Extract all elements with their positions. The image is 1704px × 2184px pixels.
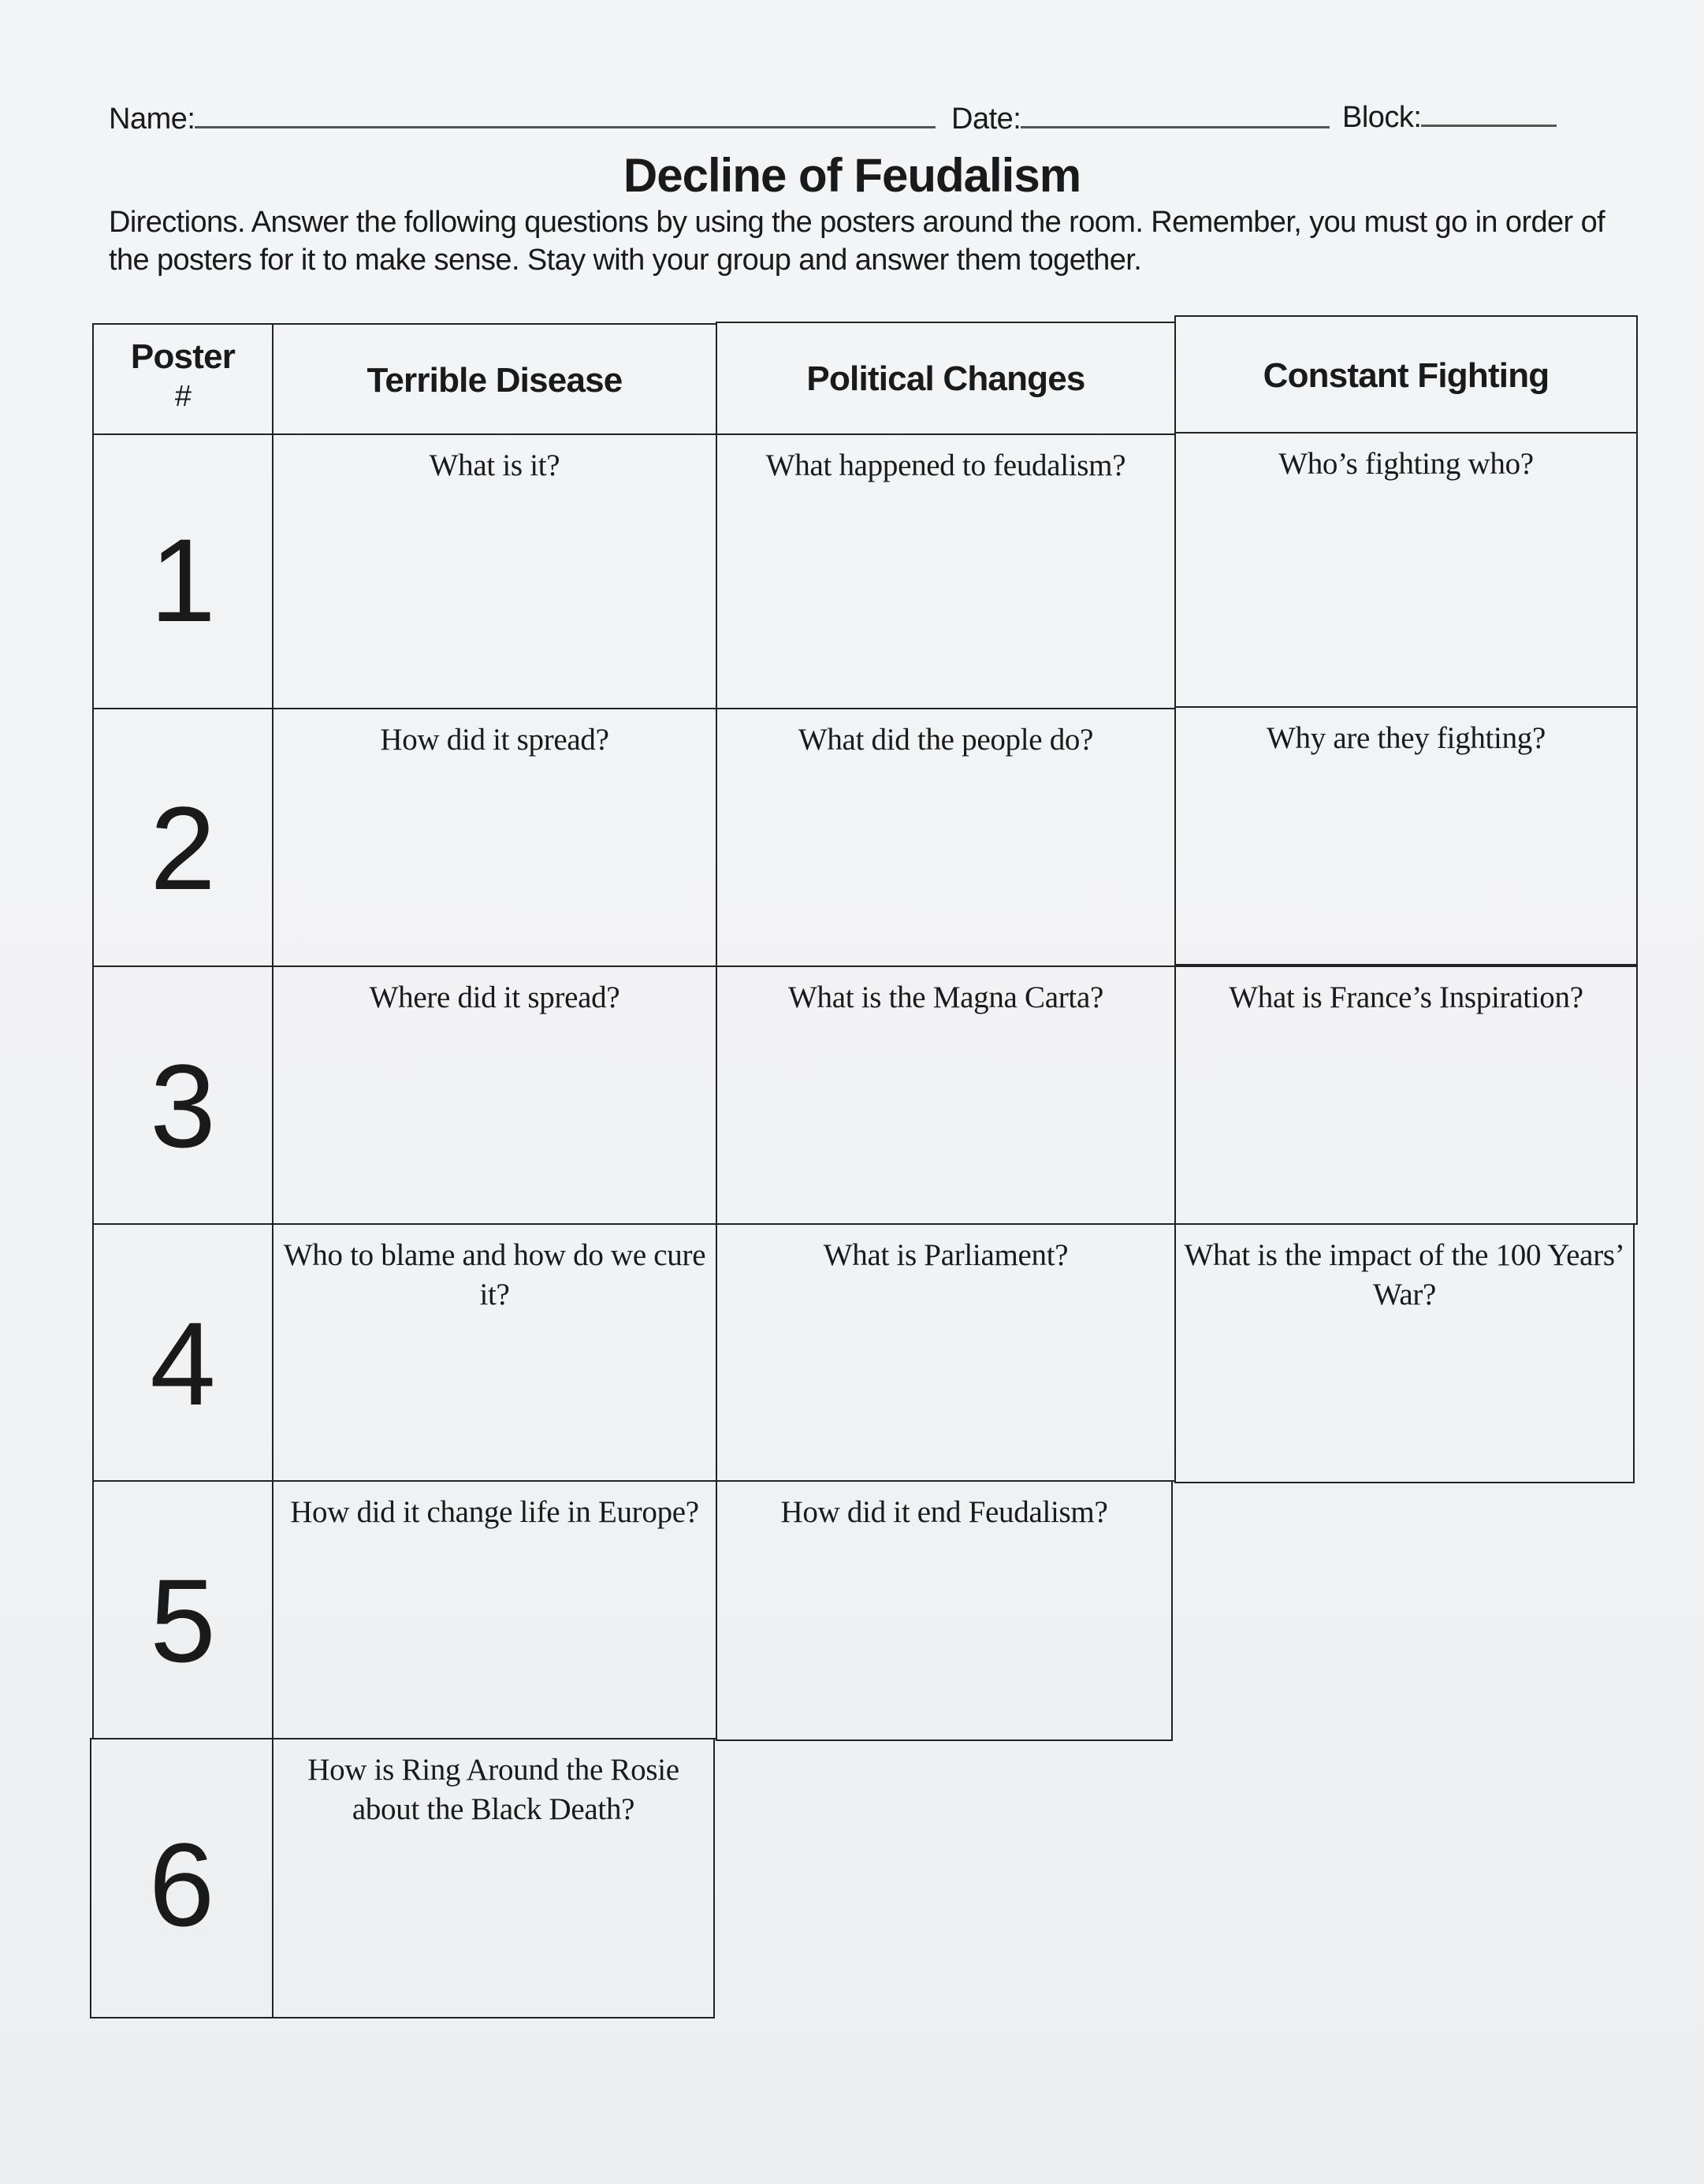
question-text: How did it end Feudalism?: [780, 1495, 1108, 1529]
answer-cell-disease-2[interactable]: [272, 708, 717, 967]
header-terrible-disease-label: Terrible Disease: [366, 361, 623, 400]
answer-cell-political-1[interactable]: [716, 433, 1176, 709]
worksheet-title: Decline of Feudalism: [623, 149, 1081, 202]
name-label: Name:: [109, 102, 195, 136]
date-label: Date:: [951, 102, 1021, 136]
question-text: What is France’s Inspiration?: [1229, 980, 1583, 1014]
question-text: What did the people do?: [798, 723, 1094, 757]
header-political-changes-label: Political Changes: [806, 359, 1085, 398]
answer-cell-political-3[interactable]: [716, 965, 1176, 1225]
question-text: What is it?: [429, 448, 560, 482]
answer-cell-disease-4[interactable]: [272, 1223, 717, 1482]
poster-number-cell: [92, 965, 273, 1225]
header-poster-number: [92, 323, 273, 435]
poster-number: 2: [150, 782, 216, 914]
header-constant-fighting-label: Constant Fighting: [1263, 356, 1550, 395]
answer-cell-fighting-3[interactable]: [1174, 965, 1638, 1225]
header-poster-hash: #: [174, 380, 192, 413]
answer-cell-fighting-4[interactable]: [1174, 1223, 1635, 1483]
poster-number-cell: [90, 1738, 273, 2018]
answer-cell-disease-6[interactable]: [272, 1738, 715, 2018]
answer-cell-political-5[interactable]: [716, 1480, 1173, 1741]
poster-number: 3: [150, 1040, 216, 1172]
poster-number-cell: [92, 433, 273, 709]
name-field[interactable]: [109, 102, 936, 136]
answer-cell-fighting-2[interactable]: [1174, 706, 1638, 965]
poster-number-cell: [92, 708, 273, 967]
poster-number: 5: [150, 1554, 216, 1687]
question-text: How did it spread?: [380, 723, 609, 757]
answer-cell-fighting-1[interactable]: [1174, 432, 1638, 708]
date-field[interactable]: [951, 102, 1330, 136]
directions-text: Directions. Answer the following questions by using the posters around the room. Remember, you must go in order of the posters for it to make sense. Stay with your group and answer them together.: [109, 206, 1605, 277]
answer-cell-disease-1[interactable]: [272, 433, 717, 709]
poster-number-cell: [92, 1480, 273, 1739]
header-poster-label: Poster: [130, 337, 236, 376]
question-text: What happened to feudalism?: [765, 448, 1126, 482]
question-text: What is the impact of the 100 Years’ War?: [1184, 1238, 1625, 1312]
question-text: Who’s fighting who?: [1278, 447, 1534, 481]
block-label: Block:: [1342, 101, 1422, 134]
answer-cell-disease-5[interactable]: [272, 1480, 717, 1739]
poster-number: 6: [148, 1818, 215, 1951]
poster-number-cell: [92, 1223, 273, 1482]
question-text: Why are they fighting?: [1266, 721, 1546, 755]
answer-cell-political-4[interactable]: [716, 1223, 1176, 1482]
poster-number: 4: [150, 1297, 216, 1430]
name-blank[interactable]: [195, 126, 936, 128]
question-text: What is the Magna Carta?: [788, 980, 1103, 1014]
date-blank[interactable]: [1021, 126, 1330, 128]
question-text: Who to blame and how do we cure it?: [283, 1238, 706, 1312]
block-blank[interactable]: [1421, 125, 1557, 127]
header-constant-fighting: [1174, 315, 1638, 433]
block-field[interactable]: [1342, 101, 1557, 135]
question-text: How is Ring Around the Rosie about the Black Death?: [307, 1753, 679, 1826]
question-text: How did it change life in Europe?: [290, 1495, 699, 1529]
poster-number: 1: [150, 514, 216, 646]
question-text: What is Parliament?: [823, 1238, 1069, 1272]
answer-cell-political-2[interactable]: [716, 708, 1176, 967]
question-text: Where did it spread?: [369, 980, 620, 1014]
answer-cell-disease-3[interactable]: [272, 965, 717, 1225]
header-political-changes: [716, 322, 1176, 435]
header-terrible-disease: [272, 323, 717, 435]
